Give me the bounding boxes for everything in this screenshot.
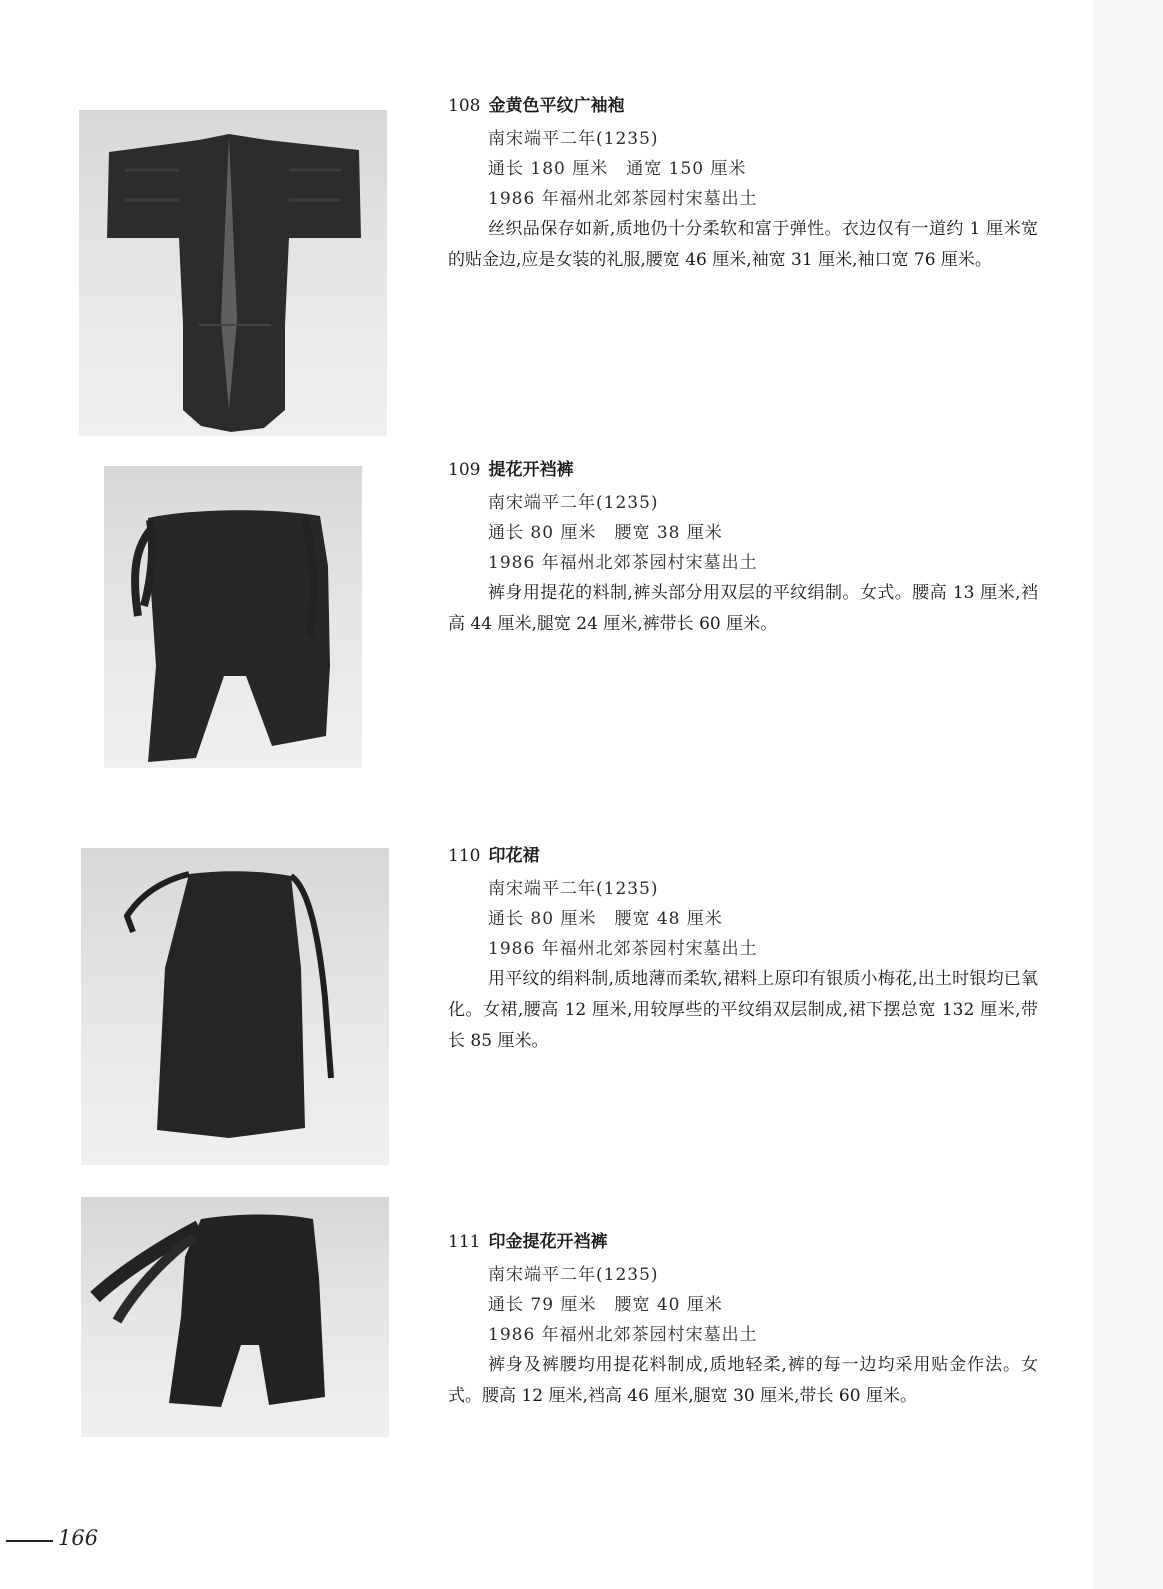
entry-provenance: 1986 年福州北郊茶园村宋墓出土 [488, 553, 758, 573]
entry-dimensions: 通长 80 厘米 腰宽 38 厘米 [488, 523, 723, 543]
photo-item-110-skirt [81, 848, 389, 1165]
entry-heading [448, 94, 1038, 118]
photo-item-108-robe [79, 110, 387, 436]
entry-description: 裤身用提花的料制,裤头部分用双层的平纹绢制。女式。腰高 13 厘米,裆高 44 厘米,腿宽 24 厘米,裤带长 60 厘米。 [448, 583, 1038, 634]
entry-description: 丝织品保存如新,质地仍十分柔软和富于弹性。衣边仅有一道约 1 厘米宽的贴金边,应是女装的礼服,腰宽 46 厘米,袖宽 31 厘米,袖口宽 76 厘米。 [448, 219, 1038, 270]
entry-description: 裤身及裤腰均用提花料制成,质地轻柔,裤的每一边均采用贴金作法。女式。腰高 12 厘米,裆高 46 厘米,腿宽 30 厘米,带长 60 厘米。 [448, 1355, 1038, 1406]
catalog-entry-111 [448, 1230, 1038, 1412]
catalog-entry-108 [448, 94, 1038, 276]
entry-number: 111 [448, 1232, 481, 1252]
page-margin-shade [1093, 0, 1163, 1589]
photo-item-109-trousers [104, 466, 362, 768]
photo-item-111-trousers [81, 1197, 389, 1437]
entry-title: 印金提花开裆裤 [488, 1232, 608, 1252]
catalog-entry-109 [448, 458, 1038, 640]
entry-title: 提花开裆裤 [488, 460, 574, 480]
entry-heading [448, 844, 1038, 868]
entry-period: 南宋端平二年(1235) [488, 129, 659, 149]
entry-title: 金黄色平纹广袖袍 [488, 96, 625, 116]
entry-heading [448, 1230, 1038, 1254]
entry-dimensions: 通长 80 厘米 腰宽 48 厘米 [488, 909, 723, 929]
entry-number: 109 [448, 460, 481, 480]
footer-rule [6, 1540, 53, 1542]
entry-period: 南宋端平二年(1235) [488, 879, 659, 899]
entry-description: 用平纹的绢料制,质地薄而柔软,裙料上原印有银质小梅花,出土时银均已氧化。女裙,腰高 12 厘米,用较厚些的平纹绢双层制成,裙下摆总宽 132 厘米,带长 85 厘米。 [448, 969, 1038, 1051]
entry-number: 110 [448, 846, 481, 866]
entry-dimensions: 通长 79 厘米 腰宽 40 厘米 [488, 1295, 723, 1315]
catalog-entry-110 [448, 844, 1038, 1057]
entry-number: 108 [448, 96, 481, 116]
entry-period: 南宋端平二年(1235) [488, 1265, 659, 1285]
entry-period: 南宋端平二年(1235) [488, 493, 659, 513]
entry-title: 印花裙 [488, 846, 540, 866]
entry-dimensions: 通长 180 厘米 通宽 150 厘米 [488, 159, 747, 179]
entry-heading [448, 458, 1038, 482]
entry-provenance: 1986 年福州北郊茶园村宋墓出土 [488, 189, 758, 209]
entry-provenance: 1986 年福州北郊茶园村宋墓出土 [488, 939, 758, 959]
entry-provenance: 1986 年福州北郊茶园村宋墓出土 [488, 1325, 758, 1345]
page-number: 166 [58, 1526, 99, 1550]
